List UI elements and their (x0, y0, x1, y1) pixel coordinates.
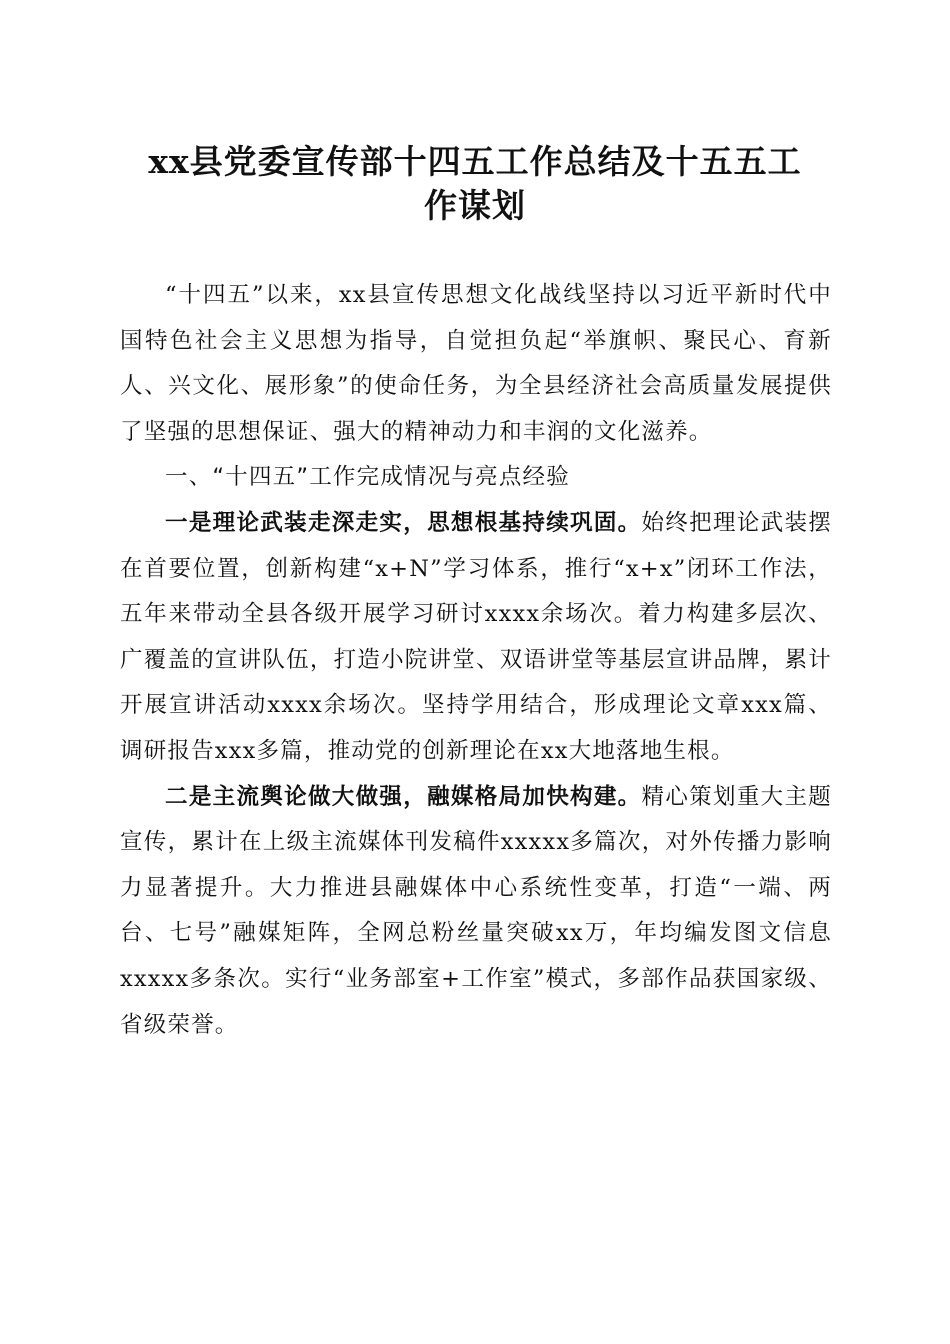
intro-paragraph: “十四五”以来，xx县宣传思想文化战线坚持以习近平新时代中国特色社会主义思想为指导，自觉担负起“举旗帜、聚民心、育新人、兴文化、展形象”的使命任务，为全县经济社会高质量发展提供了坚强的思想保证、强大的精神动力和丰润的文化滋养。 (120, 282, 832, 445)
title-line-2: 作谋划 (424, 186, 526, 225)
paragraph-theory-text: 始终把理论武装摆在首要位置，创新构建“x+N”学习体系，推行“x+x”闭环工作法，五年来带动全县各级开展学习研讨xxxx余场次。着力构建多层次、广覆盖的宣讲队伍，打造小院讲堂、双语讲堂等基层宣讲品牌，累计开展宣讲活动xxxx余场次。坚持学用结合，形成理论文章xxx篇、调研报告xxx多篇，推动党的创新理论在xx大地落地生根。 (120, 509, 832, 764)
title-line-1: xx县党委宣传部十四五工作总结及十五五工 (148, 142, 802, 181)
paragraph-media (120, 775, 832, 1049)
paragraph-theory-lead: 一是理论武装走深走实，思想根基持续巩固。 (165, 509, 642, 536)
paragraph-theory (120, 501, 832, 775)
document-body (120, 273, 832, 1048)
section-1-heading: 一、“十四五”工作完成情况与亮点经验 (165, 464, 570, 491)
paragraph-media-text: 精心策划重大主题宣传，累计在上级主流媒体刊发稿件xxxxx多篇次，对外传播力影响力显著提升。大力推进县融媒体中心系统性变革，打造“一端、两台、七号”融媒矩阵，全网总粉丝量突破xx万，年均编发图文信息xxxxx多条次。实行“业务部室+工作室”模式，多部作品获国家级、省级荣誉。 (120, 783, 832, 1038)
paragraph-media-lead: 二是主流舆论做大做强，融媒格局加快构建。 (165, 783, 642, 810)
document-title (100, 140, 850, 228)
